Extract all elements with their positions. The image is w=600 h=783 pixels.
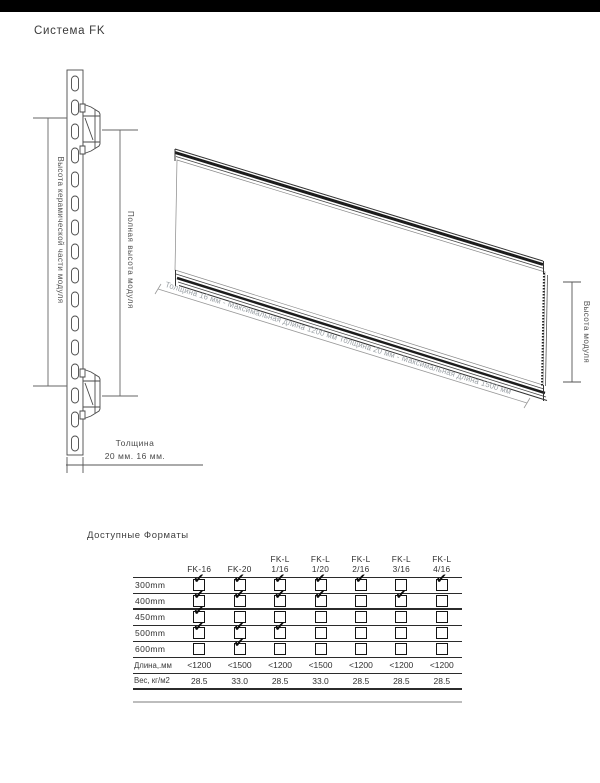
module-height-dimension: [563, 282, 581, 382]
weight-row-value: 28.5: [271, 675, 289, 686]
rail-profile: [67, 70, 83, 455]
size-row-label: 300mm: [135, 580, 166, 590]
formats-table-head-row: [133, 551, 462, 577]
checkbox-checked-icon: ✔: [436, 579, 448, 591]
checkbox-unchecked-icon: [355, 611, 367, 623]
checkbox-unchecked-icon: [315, 627, 327, 639]
column-header: FK-L 2/16: [351, 553, 371, 574]
checkbox-unchecked-icon: [315, 643, 327, 655]
size-row: [133, 625, 462, 641]
column-header: FK-20: [227, 563, 252, 574]
panel-perspective-diagram: [150, 140, 600, 430]
checkbox-checked-icon: ✔: [274, 595, 286, 607]
checkbox-unchecked-icon: [274, 643, 286, 655]
checkbox-checked-icon: ✔: [234, 643, 246, 655]
checkbox-checked-icon: ✔: [315, 579, 327, 591]
checkbox-unchecked-icon: [436, 595, 448, 607]
checkbox-checked-icon: ✔: [234, 627, 246, 639]
size-row-label: 600mm: [135, 644, 166, 654]
length-row-label: Длина,.мм: [134, 660, 172, 670]
thickness-title: Толщина: [115, 438, 155, 448]
formats-table-body: [133, 571, 462, 689]
length-row: [133, 657, 462, 673]
weight-row-label: Вес, кг/м2: [134, 676, 170, 686]
length-note: Толщина 16 мм - Максимальная длина 1200 мм Толщина 20 мм - Максимальная длина 1500 мм: [164, 280, 526, 401]
checkbox-unchecked-icon: [436, 643, 448, 655]
size-row: [133, 609, 462, 625]
formats-section-title: Доступные Форматы: [87, 530, 189, 541]
size-row-label: 500mm: [135, 628, 166, 638]
checkbox-unchecked-icon: [395, 627, 407, 639]
page-title: Система FK: [34, 25, 106, 37]
full-height-label: Полная высота модуля: [126, 211, 135, 309]
weight-row-value: 28.5: [352, 675, 370, 686]
thickness-values: 20 мм. 16 мм.: [104, 451, 166, 461]
checkbox-checked-icon: ✔: [193, 595, 205, 607]
formats-table: [133, 551, 462, 690]
checkbox-unchecked-icon: [355, 643, 367, 655]
checkbox-unchecked-icon: [193, 643, 205, 655]
checkbox-checked-icon: ✔: [395, 595, 407, 607]
length-row-value: <1200: [187, 660, 212, 670]
checkbox-checked-icon: ✔: [355, 579, 367, 591]
checkbox-unchecked-icon: [436, 611, 448, 623]
size-row-label: 450mm: [135, 612, 166, 623]
size-row: [133, 641, 462, 657]
length-row-value: <1500: [227, 660, 252, 670]
length-row-value: <1500: [308, 660, 333, 670]
checkbox-checked-icon: ✔: [315, 595, 327, 607]
weight-row: [133, 673, 462, 689]
column-header: FK-L 4/16: [432, 553, 452, 574]
weight-row-value: 28.5: [190, 675, 208, 686]
weight-row-value: 28.5: [393, 675, 410, 686]
column-header: FK-16: [187, 563, 212, 574]
ceramic-height-label: Высота керамической части модуля: [56, 156, 65, 304]
length-row-value: <1200: [389, 660, 414, 670]
checkbox-unchecked-icon: [355, 627, 367, 639]
checkbox-checked-icon: ✔: [193, 611, 205, 623]
length-row-value: <1200: [268, 660, 293, 670]
top-black-bar: [0, 0, 600, 12]
column-header: FK-L 1/16: [270, 553, 290, 574]
size-row: [133, 577, 462, 593]
checkbox-unchecked-icon: [436, 627, 448, 639]
column-header: FK-L 1/20: [310, 553, 331, 574]
checkbox-checked-icon: ✔: [274, 579, 286, 591]
checkbox-checked-icon: ✔: [234, 595, 246, 607]
checkbox-checked-icon: ✔: [193, 579, 205, 591]
table-underline: [133, 701, 462, 703]
corner-cell: [133, 551, 179, 577]
checkbox-unchecked-icon: [315, 611, 327, 623]
checkbox-checked-icon: ✔: [193, 627, 205, 639]
module-height-label: Высота модуля: [582, 300, 591, 364]
size-row: [133, 593, 462, 609]
checkbox-unchecked-icon: [355, 595, 367, 607]
column-header: FK-L 3/16: [391, 553, 411, 574]
weight-row-value: 28.5: [433, 675, 451, 686]
size-row-label: 400mm: [135, 595, 166, 606]
checkbox-checked-icon: ✔: [234, 579, 246, 591]
weight-row-value: 33.0: [231, 675, 248, 686]
weight-row-value: 33.0: [312, 675, 329, 686]
length-row-value: <1200: [429, 660, 454, 670]
checkbox-checked-icon: ✔: [274, 627, 286, 639]
mounting-clip-icon: [80, 104, 100, 154]
checkbox-unchecked-icon: [395, 611, 407, 623]
length-row-value: <1200: [348, 660, 373, 670]
checkbox-unchecked-icon: [395, 643, 407, 655]
